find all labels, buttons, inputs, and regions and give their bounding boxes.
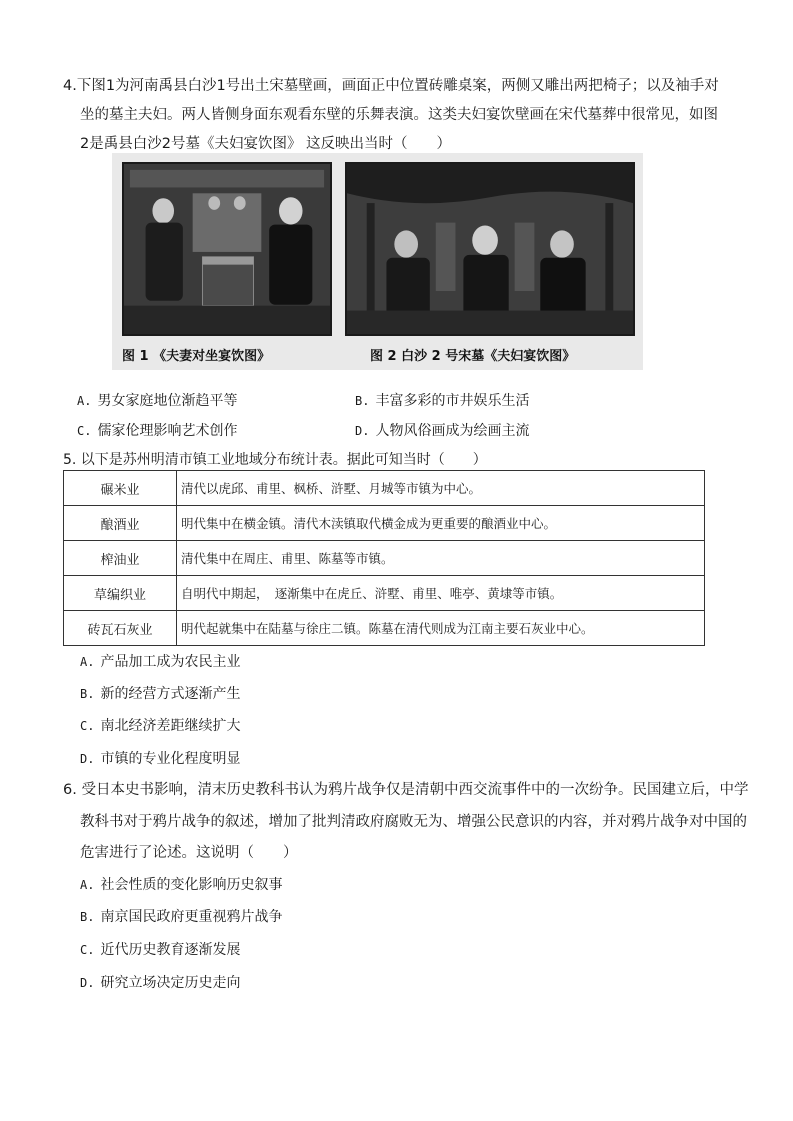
- figure-1-caption: 图 1 《夫妻对坐宴饮图》: [122, 349, 271, 364]
- industry-cell: 酿酒业: [64, 506, 177, 541]
- option-label: D.: [80, 752, 95, 766]
- option-label: C.: [80, 719, 95, 733]
- q4-option-b[interactable]: [355, 391, 529, 411]
- option-text: 产品加工成为农民主业: [100, 654, 241, 670]
- description-cell: 清代以虎邱、甫里、枫桥、浒墅、月城等市镇为中心。: [177, 471, 705, 506]
- q6-option-c[interactable]: [80, 940, 240, 960]
- q5-stem: 5. 以下是苏州明清市镇工业地域分布统计表。据此可知当时（ ）: [63, 452, 487, 468]
- option-label: B.: [355, 394, 370, 408]
- option-label: A.: [77, 394, 92, 408]
- table-row: [64, 611, 705, 646]
- q6-stem-line-1: 6. 受日本史书影响，清末历史教科书认为鸦片战争仅是清朝中西交流事件中的一次纷争。民国建立后，中学: [63, 782, 749, 798]
- option-text: 研究立场决定历史走向: [100, 975, 241, 991]
- table-row: [64, 576, 705, 611]
- option-text: 男女家庭地位渐趋平等: [97, 393, 238, 409]
- option-text: 南京国民政府更重视鸦片战争: [100, 909, 283, 925]
- industry-cell: 碾米业: [64, 471, 177, 506]
- q5-option-b[interactable]: [80, 684, 240, 704]
- option-text: 儒家伦理影响艺术创作: [97, 423, 238, 439]
- option-text: 近代历史教育逐渐发展: [100, 942, 241, 958]
- option-label: B.: [80, 687, 95, 701]
- q5-option-d[interactable]: [80, 749, 240, 769]
- q4-stem-line-1: 4.下图1为河南禹县白沙1号出土宋墓壁画，画面正中位置砖雕桌案，两侧又雕出两把椅子；以及袖手对: [63, 78, 719, 94]
- q4-stem-line-2: 坐的墓主夫妇。两人皆侧身面东观看东壁的乐舞表演。这类夫妇宴饮壁画在宋代墓葬中很常见，如图: [80, 107, 718, 123]
- option-text: 市镇的专业化程度明显: [100, 751, 241, 767]
- mural-image-2: [345, 162, 635, 336]
- description-cell: 自明代中期起， 逐渐集中在虎丘、浒墅、甫里、唯亭、黄埭等市镇。: [177, 576, 705, 611]
- industry-cell: 砖瓦石灰业: [64, 611, 177, 646]
- mural-image-1: [122, 162, 332, 336]
- option-label: C.: [80, 943, 95, 957]
- q4-option-d[interactable]: [355, 421, 529, 441]
- option-label: B.: [80, 910, 95, 924]
- description-cell: 明代起就集中在陆墓与徐庄二镇。陈墓在清代则成为江南主要石灰业中心。: [177, 611, 705, 646]
- option-label: A.: [80, 878, 95, 892]
- option-text: 新的经营方式逐渐产生: [100, 686, 241, 702]
- q6-stem-line-2: 教科书对于鸦片战争的叙述，增加了批判清政府腐败无为、增强公民意识的内容，并对鸦片战争对中国的: [80, 814, 747, 830]
- industry-cell: 草编织业: [64, 576, 177, 611]
- q4-figure: [112, 153, 643, 370]
- q4-option-c[interactable]: [77, 421, 237, 441]
- table-row: [64, 541, 705, 576]
- option-label: D.: [80, 976, 95, 990]
- option-text: 人物风俗画成为绘画主流: [375, 423, 530, 439]
- q4-option-a[interactable]: [77, 391, 237, 411]
- option-text: 社会性质的变化影响历史叙事: [100, 877, 283, 893]
- q6-option-d[interactable]: [80, 973, 240, 993]
- q6-option-b[interactable]: [80, 907, 282, 927]
- option-label: D.: [355, 424, 370, 438]
- description-cell: 明代集中在横金镇。清代木渎镇取代横金成为更重要的酿酒业中心。: [177, 506, 705, 541]
- option-text: 丰富多彩的市井娱乐生活: [375, 393, 530, 409]
- industry-table: [63, 470, 705, 646]
- q5-option-c[interactable]: [80, 716, 240, 736]
- table-row: [64, 506, 705, 541]
- q4-stem-line-3: 2是禹县白沙2号墓《夫妇宴饮图》 这反映出当时（ ）: [80, 136, 452, 152]
- option-text: 南北经济差距继续扩大: [100, 718, 241, 734]
- q6-stem-line-3: 危害进行了论述。这说明（ ）: [80, 845, 298, 861]
- q5-option-a[interactable]: [80, 652, 240, 672]
- q6-option-a[interactable]: [80, 875, 282, 895]
- industry-cell: 榨油业: [64, 541, 177, 576]
- table-row: [64, 471, 705, 506]
- option-label: C.: [77, 424, 92, 438]
- figure-2-caption: 图 2 白沙 2 号宋墓《夫妇宴饮图》: [370, 349, 576, 364]
- description-cell: 清代集中在周庄、甫里、陈墓等市镇。: [177, 541, 705, 576]
- option-label: A.: [80, 655, 95, 669]
